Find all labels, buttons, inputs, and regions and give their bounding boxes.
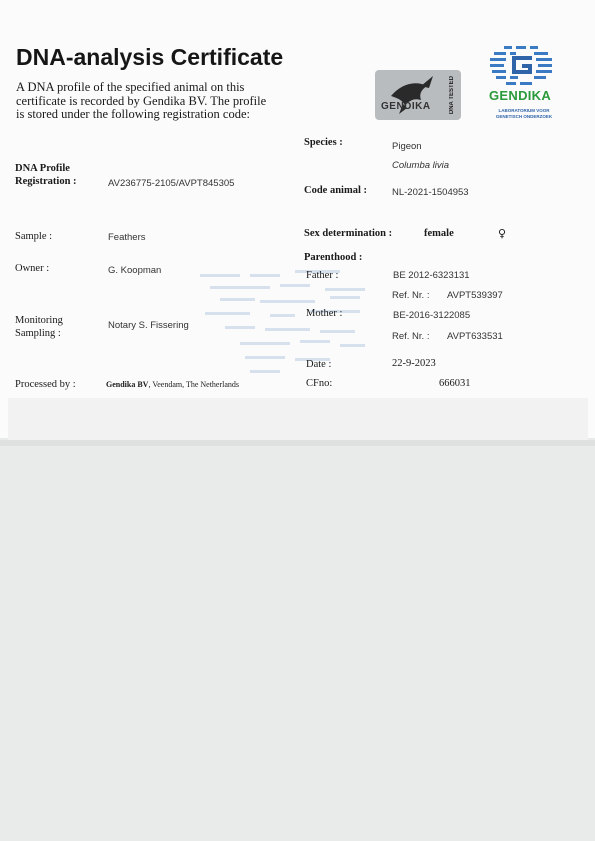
code-animal-value: NL-2021-1504953 bbox=[392, 187, 469, 198]
logo-wordmark: GENDIKA bbox=[489, 88, 552, 103]
cfno-value: 666031 bbox=[439, 378, 471, 389]
mother-ref-value: AVPT633531 bbox=[447, 331, 503, 342]
registration-label-2: Registration : bbox=[15, 176, 77, 187]
processed-label: Processed by : bbox=[15, 379, 76, 390]
father-label: Father : bbox=[306, 270, 339, 281]
intro-text: A DNA profile of the specified animal on this certificate is recorded by Gendika BV. The profile is stored under the following registration code: bbox=[16, 80, 267, 121]
owner-value: G. Koopman bbox=[108, 265, 162, 276]
date-value: 22-9-2023 bbox=[392, 358, 436, 369]
sample-label: Sample : bbox=[15, 231, 53, 242]
page-divider bbox=[0, 440, 595, 446]
certificate-title: DNA-analysis Certificate bbox=[16, 44, 284, 70]
father-ref-value: AVPT539397 bbox=[447, 290, 503, 301]
species-value: Pigeon bbox=[392, 141, 422, 152]
certificate-bottom-strip bbox=[8, 398, 588, 440]
date-label: Date : bbox=[306, 359, 332, 370]
father-ref-label: Ref. Nr. : bbox=[392, 290, 430, 301]
mother-value: BE-2016-3122085 bbox=[393, 310, 471, 321]
stamp-label: GENDIKA bbox=[381, 101, 431, 112]
processed-value bbox=[106, 380, 239, 389]
dna-logo-icon bbox=[484, 44, 560, 86]
processed-company: Gendika BV bbox=[106, 380, 149, 389]
parenthood-label: Parenthood : bbox=[304, 252, 363, 263]
sex-value: female bbox=[424, 228, 454, 239]
registration-label: DNA Profile bbox=[15, 163, 70, 174]
female-symbol-icon: ♀ bbox=[498, 227, 507, 240]
monitoring-value: Notary S. Fissering bbox=[108, 320, 189, 331]
code-animal-label: Code animal : bbox=[304, 185, 367, 196]
cfno-label: CFno: bbox=[306, 378, 333, 389]
mother-label: Mother : bbox=[306, 308, 343, 319]
stamp-side-label: DNA TESTED bbox=[449, 76, 455, 115]
sex-label: Sex determination : bbox=[304, 228, 393, 239]
species-label: Species : bbox=[304, 137, 343, 148]
father-value: BE 2012-6323131 bbox=[393, 270, 470, 281]
mother-ref-label: Ref. Nr. : bbox=[392, 331, 430, 342]
logo-subtitle: LABORATORIUM VOOR GENETISCH ONDERZOEK bbox=[495, 108, 553, 119]
processed-location: , Veendam, The Netherlands bbox=[148, 380, 240, 389]
sample-value: Feathers bbox=[108, 232, 146, 243]
monitoring-label: Monitoring bbox=[15, 315, 63, 326]
gendika-logo bbox=[484, 44, 560, 126]
dna-tested-stamp bbox=[375, 70, 461, 120]
sampling-label: Sampling : bbox=[15, 328, 61, 339]
species-latin: Columba livia bbox=[392, 160, 450, 171]
owner-label: Owner : bbox=[15, 263, 50, 274]
registration-value: AV236775-2105/AVPT845305 bbox=[108, 178, 235, 189]
background-pattern bbox=[200, 270, 390, 380]
